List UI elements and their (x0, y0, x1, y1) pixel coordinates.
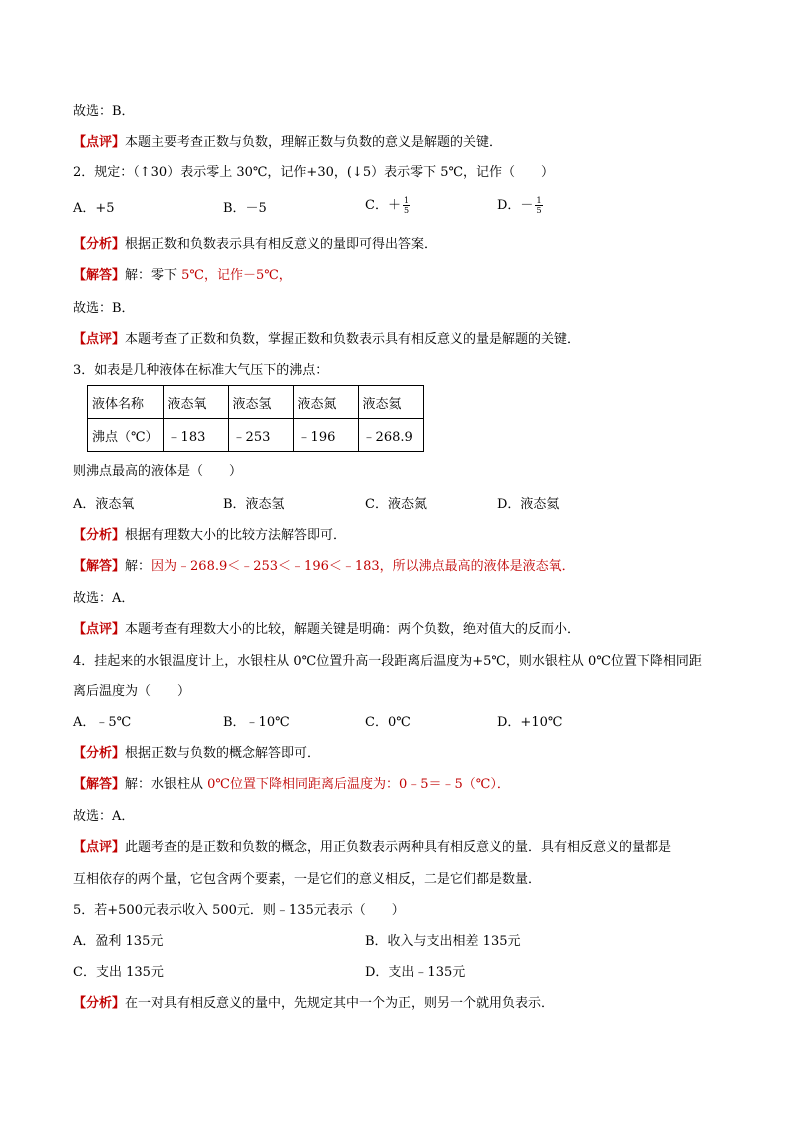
q2-option-c-prefix: C．＋ (365, 198, 401, 213)
table-row (88, 419, 424, 452)
q5-option-b: B．收入与支出相差 135元 (365, 934, 521, 949)
comment-text: 本题考查有理数大小的比较，解题关键是明确：两个负数，绝对值大的反而小． (125, 622, 581, 637)
q4-stem-line-2: 离后温度为（ ） (73, 684, 191, 699)
q2-option-c (365, 196, 410, 215)
comment-tag: 【点评】 (73, 332, 126, 347)
analysis-tag: 【分析】 (73, 996, 126, 1011)
comment-tag: 【点评】 (73, 840, 126, 855)
comment-tag: 【点评】 (73, 622, 126, 637)
table-cell: ﹣196 (293, 419, 358, 452)
q4-answer: 故选：A． (73, 809, 135, 824)
q2-option-d-prefix: D．－ (497, 198, 534, 213)
q3-stem: 3．如表是几种液体在标准大气压下的沸点： (73, 363, 329, 378)
analysis-tag: 【分析】 (73, 528, 126, 543)
boiling-point-table (87, 385, 424, 452)
q2-option-d-fraction (535, 196, 542, 215)
q2-option-a: A．+5 (73, 201, 115, 216)
solution-text: 因为﹣268.9＜﹣253＜﹣196＜﹣183，所以沸点最高的液体是液态氧． (151, 559, 575, 574)
comment-tag: 【点评】 (73, 135, 126, 150)
fraction-denominator: 5 (536, 206, 542, 215)
q3-option-b: B．液态氢 (223, 497, 285, 512)
comment-text: 本题主要考查正数与负数，理解正数与负数的意义是解题的关键． (125, 135, 503, 150)
q3-answer: 故选：A． (73, 591, 135, 606)
table-cell: 沸点（℃） (88, 419, 164, 452)
solution-lead: 解： (125, 559, 152, 574)
q3-solution (73, 558, 575, 576)
q2-answer: 故选：B． (73, 301, 135, 316)
q4-option-a: A．﹣5℃ (73, 715, 132, 730)
q5-analysis (73, 995, 554, 1013)
q3-option-c: C．液态氮 (365, 497, 427, 512)
q3-option-a: A．液态氧 (73, 497, 135, 512)
q3-comment (73, 621, 580, 639)
analysis-tag: 【分析】 (73, 237, 126, 252)
q5-option-c: C．支出 135元 (73, 965, 164, 980)
table-cell: ﹣253 (228, 419, 293, 452)
table-cell: ﹣268.9 (358, 419, 423, 452)
analysis-text: 在一对具有相反意义的量中，先规定其中一个为正，则另一个就用负表示． (125, 996, 555, 1011)
q4-option-d: D．+10℃ (497, 715, 563, 730)
q4-stem-line-1: 4．挂起来的水银温度计上，水银柱从 0℃位置升高一段距离后温度为+5℃，则水银柱从 0℃位置下降相同距 (73, 654, 702, 669)
solution-tag: 【解答】 (73, 777, 126, 792)
q4-solution (73, 776, 510, 794)
table-cell: 液态氦 (358, 386, 423, 419)
q4-comment-line-2: 互相依存的两个量，它包含两个要素，一是它们的意义相反，二是它们都是数量． (73, 872, 542, 887)
comment-text: 本题考查了正数和负数，掌握正数和负数表示具有相反意义的量是解题的关键． (125, 332, 581, 347)
fraction-numerator: 1 (403, 196, 410, 205)
table-header-row (88, 386, 424, 419)
comment-text: 此题考查的是正数和负数的概念，用正负数表示两种具有相反意义的量．具有相反意义的量都是 (125, 840, 672, 855)
q2-comment (73, 331, 580, 349)
fraction-denominator: 5 (403, 206, 410, 215)
solution-text: 0℃位置下降相同距离后温度为：0﹣5＝﹣5（℃）． (207, 777, 510, 792)
q5-option-a: A．盈利 135元 (73, 934, 164, 949)
q4-option-c: C．0℃ (365, 715, 411, 730)
table-cell: ﹣183 (163, 419, 228, 452)
q2-option-d (497, 196, 543, 215)
q2-analysis (73, 236, 437, 254)
q2-stem: 2．规定：（↑30）表示零上 30℃，记作+30，(↓5）表示零下 5℃，记作（ ） (73, 165, 555, 180)
q5-stem: 5．若+500元表示收入 500元．则﹣135元表示（ ） (73, 903, 405, 918)
q3-question: 则沸点最高的液体是（ ） (73, 464, 243, 479)
analysis-tag: 【分析】 (73, 746, 126, 761)
analysis-text: 根据正数和负数表示具有相反意义的量即可得出答案． (125, 237, 438, 252)
q3-option-d: D．液态氦 (497, 497, 560, 512)
solution-tag: 【解答】 (73, 268, 126, 283)
analysis-text: 根据正数与负数的概念解答即可． (125, 746, 321, 761)
fraction-numerator: 1 (536, 196, 542, 205)
q2-option-b: B．－5 (223, 201, 267, 216)
table-cell: 液体名称 (88, 386, 164, 419)
q5-option-d: D．支出﹣135元 (365, 965, 466, 980)
q2-option-c-fraction (403, 196, 410, 215)
q1-answer: 故选：B． (73, 104, 135, 119)
solution-tag: 【解答】 (73, 559, 126, 574)
q1-comment (73, 134, 502, 152)
table-cell: 液态氮 (293, 386, 358, 419)
q4-comment-line-1 (73, 839, 671, 857)
analysis-text: 根据有理数大小的比较方法解答即可． (125, 528, 347, 543)
solution-lead: 解：水银柱从 (125, 777, 208, 792)
solution-text: 5℃，记作－5℃， (181, 268, 292, 283)
solution-lead: 解：零下 (125, 268, 182, 283)
q4-analysis (73, 745, 320, 763)
q4-option-b: B．﹣10℃ (223, 715, 290, 730)
q2-solution (73, 267, 292, 285)
table-cell: 液态氢 (228, 386, 293, 419)
table-cell: 液态氧 (163, 386, 228, 419)
q3-analysis (73, 527, 346, 545)
